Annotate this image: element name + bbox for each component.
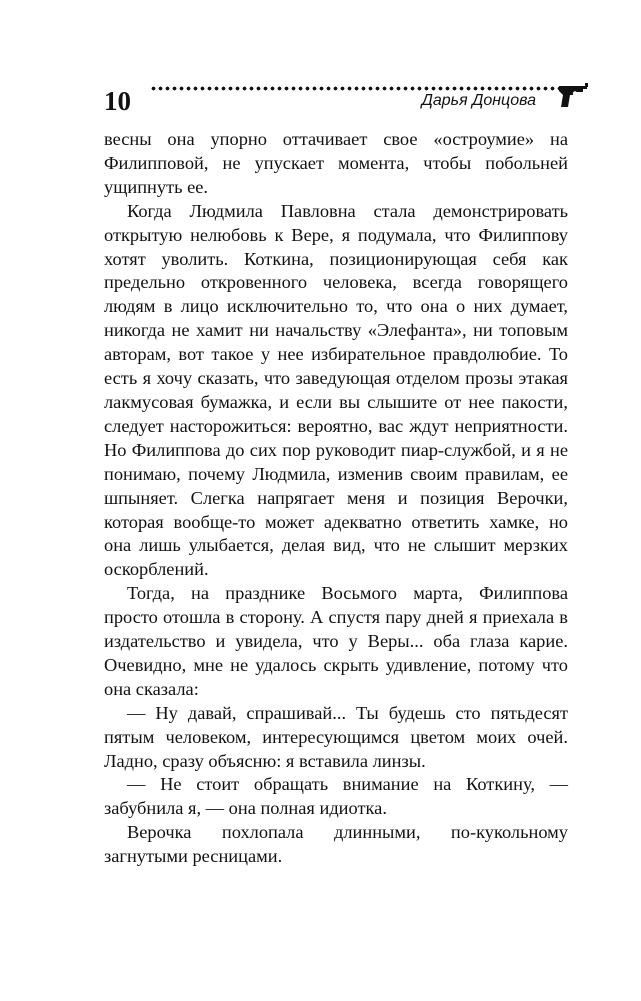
paragraph: Верочка похлопала длинными, по-кукольному загнутыми ресницами.: [104, 822, 568, 867]
body-text: [104, 128, 568, 869]
revolver-icon: [556, 80, 592, 110]
running-title-author: Дарья Донцова: [421, 92, 536, 109]
paragraph: Когда Людмила Павловна стала демонстрировать открытую нелюбовь к Вере, я подумала, что Филиппову хотят уволить. Коткина, позиционирующая себя как предельно откровенного человека, всегда говорящего людям в лицо исключительно то, что она о них думает, никогда не хамит ни начальству «Элефанта», ни топовым авторам, вот такое у нее избирательное правдолюбие. То есть я хочу сказать, что заведующая отделом прозы этакая лакмусовая бумажка, и если вы слышите от нее пакости, следует насторожиться: вероятно, вас ждут неприятности. Но Филиппова до сих пор руководит пиар-службой, и я не понимаю, почему Людмила, изменив своим правилам, ее шпыняет. Слегка напрягает меня и позиция Верочки, которая вообще-то может адекватно ответить хамке, но она лишь улыбается, делая вид, что не слышит мерзких оскорблений.: [104, 200, 568, 580]
dialogue-paragraph: — Ну давай, спрашивай... Ты будешь сто пятьдесят пятым человеком, интересующимся цветом моих очей. Ладно, сразу объясню: я вставила линзы.: [104, 702, 568, 771]
running-header: [104, 76, 590, 116]
page-number: 10: [104, 86, 131, 116]
dialogue-paragraph: — Не стоит обращать внимание на Коткину, — забубнила я, — она полная идиотка.: [104, 774, 568, 819]
paragraph: Тогда, на празднике Восьмого марта, Филиппова просто отошла в сторону. А спустя пару дней я приехала в издательство и увидела, что у Веры... оба глаза карие. Очевидно, мне не удалось скрыть удивление, потому что она сказала:: [104, 583, 568, 699]
paragraph: весны она упорно оттачивает свое «остроумие» на Филипповой, не упускает момента, чтобы побольней ущипнуть ее.: [104, 129, 568, 197]
